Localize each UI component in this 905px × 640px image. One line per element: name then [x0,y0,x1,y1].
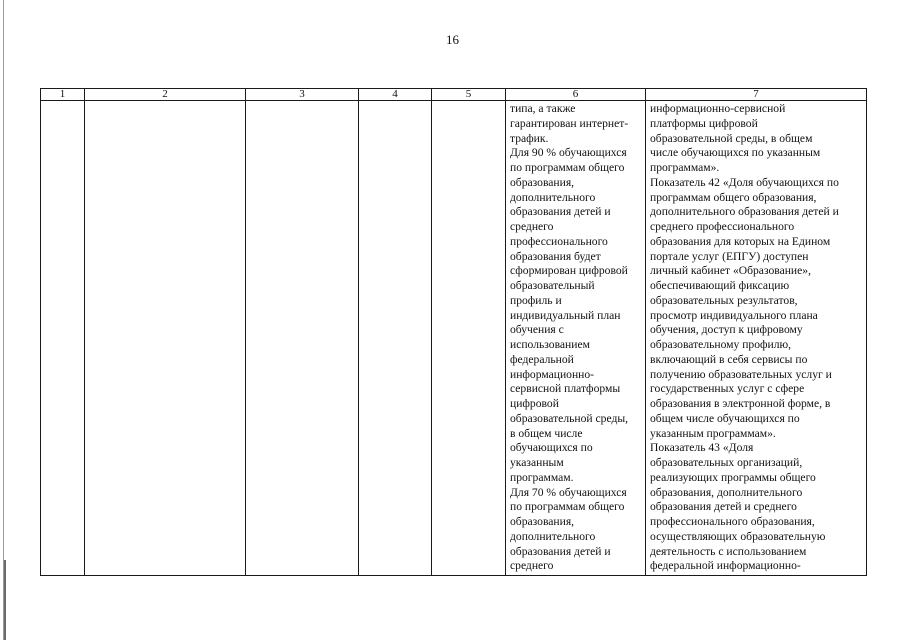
column-6-text [506,101,645,574]
text-line: информационно-сервисной [650,102,786,115]
text-line: образования, [510,515,575,528]
text-line: образования, дополнительного [650,485,803,499]
text-line: образовательной среды, [510,411,629,425]
text-line: указанным программам». [650,426,776,440]
text-line: в общем числе [510,426,583,440]
text-line: образования в электронной форме, в [650,397,831,410]
text-line: профиль и [510,293,562,307]
text-line: образовательной среды, в общем [650,131,813,145]
column-header-7: 7 [646,89,867,101]
text-line: указанным [510,456,564,469]
text-line: образовательных организаций, [650,456,803,469]
document-table [40,88,867,576]
text-line: дополнительного [510,529,596,543]
text-line: сформирован цифровой [510,264,628,278]
text-line: обучающихся по [510,441,593,455]
scan-edge-mark [4,560,6,640]
text-line: среднего [510,559,554,573]
text-line: общем числе обучающихся по [650,411,800,425]
text-line: использованием [510,338,590,351]
column-header-2: 2 [85,89,246,101]
text-line: программам». [650,161,720,174]
text-line: гарантирован интернет- [510,116,629,130]
text-line: сервисной платформы [510,382,621,396]
text-line: программам общего образования, [650,190,817,204]
cell-column-5 [432,101,506,576]
text-line: образовательных результатов, [650,293,798,307]
column-header-6: 6 [506,89,646,101]
text-line: числе обучающихся по указанным [650,146,821,160]
cell-column-2 [85,101,246,576]
text-line: образования для которых на Едином [650,234,831,248]
text-line: образовательный [510,279,595,292]
text-line: по программам общего [510,161,625,174]
text-line: информационно- [510,367,595,381]
cell-column-6 [506,101,646,576]
text-line: Показатель 43 «Доля [650,441,754,455]
column-header-4: 4 [359,89,432,101]
text-line: платформы цифровой [650,116,758,130]
text-line: Для 90 % обучающихся [510,146,627,160]
page-number: 16 [446,32,459,47]
cell-column-4 [359,101,432,576]
text-line: обучения с [510,323,564,337]
text-line: дополнительного [510,190,596,204]
text-line: Показатель 42 «Доля обучающихся по [650,175,839,189]
text-line: образования, [510,175,575,189]
text-line: Для 70 % обучающихся [510,485,627,499]
text-line: просмотр индивидуального плана [650,308,818,322]
text-line: цифровой [510,397,559,410]
column-7-text [646,101,866,574]
column-header-5: 5 [432,89,506,101]
text-line: образовательному профилю, [650,338,792,351]
text-line: получению образовательных услуг и [650,367,832,381]
text-line: среднего [510,220,554,233]
text-line: обеспечивающий фиксацию [650,279,790,292]
text-line: трафик. [510,131,549,145]
text-line: включающий в себя сервисы по [650,352,808,366]
text-line: типа, а также [510,102,576,115]
text-line: реализующих программы общего [650,470,816,484]
cell-column-7 [646,101,867,576]
text-line: обучения, доступ к цифровому [650,323,803,337]
text-line: образования детей и [510,205,611,219]
text-line: профессионального образования, [650,515,815,528]
text-line: образования будет [510,249,601,263]
text-line: деятельность с использованием [650,544,807,558]
text-line: личный кабинет «Образование», [650,264,811,278]
text-line: по программам общего [510,500,625,514]
cell-column-1 [41,101,85,576]
text-line: образования детей и [510,544,611,558]
text-line: программам. [510,470,574,484]
text-line: образования детей и среднего [650,500,797,514]
column-header-1: 1 [41,89,85,101]
text-line: государственных услуг с сфере [650,382,805,396]
table-row [41,101,867,576]
column-header-3: 3 [246,89,359,101]
cell-column-3 [246,101,359,576]
text-line: осуществляющих образовательную [650,529,826,543]
text-line: федеральной информационно- [650,559,801,573]
scan-edge-line [3,0,4,640]
table-header-row [41,89,867,101]
text-line: индивидуальный план [510,308,621,322]
text-line: профессионального [510,234,608,248]
text-line: портале услуг (ЕПГУ) доступен [650,249,809,263]
text-line: дополнительного образования детей и [650,205,839,219]
text-line: федеральной [510,352,574,366]
text-line: среднего профессионального [650,220,795,233]
